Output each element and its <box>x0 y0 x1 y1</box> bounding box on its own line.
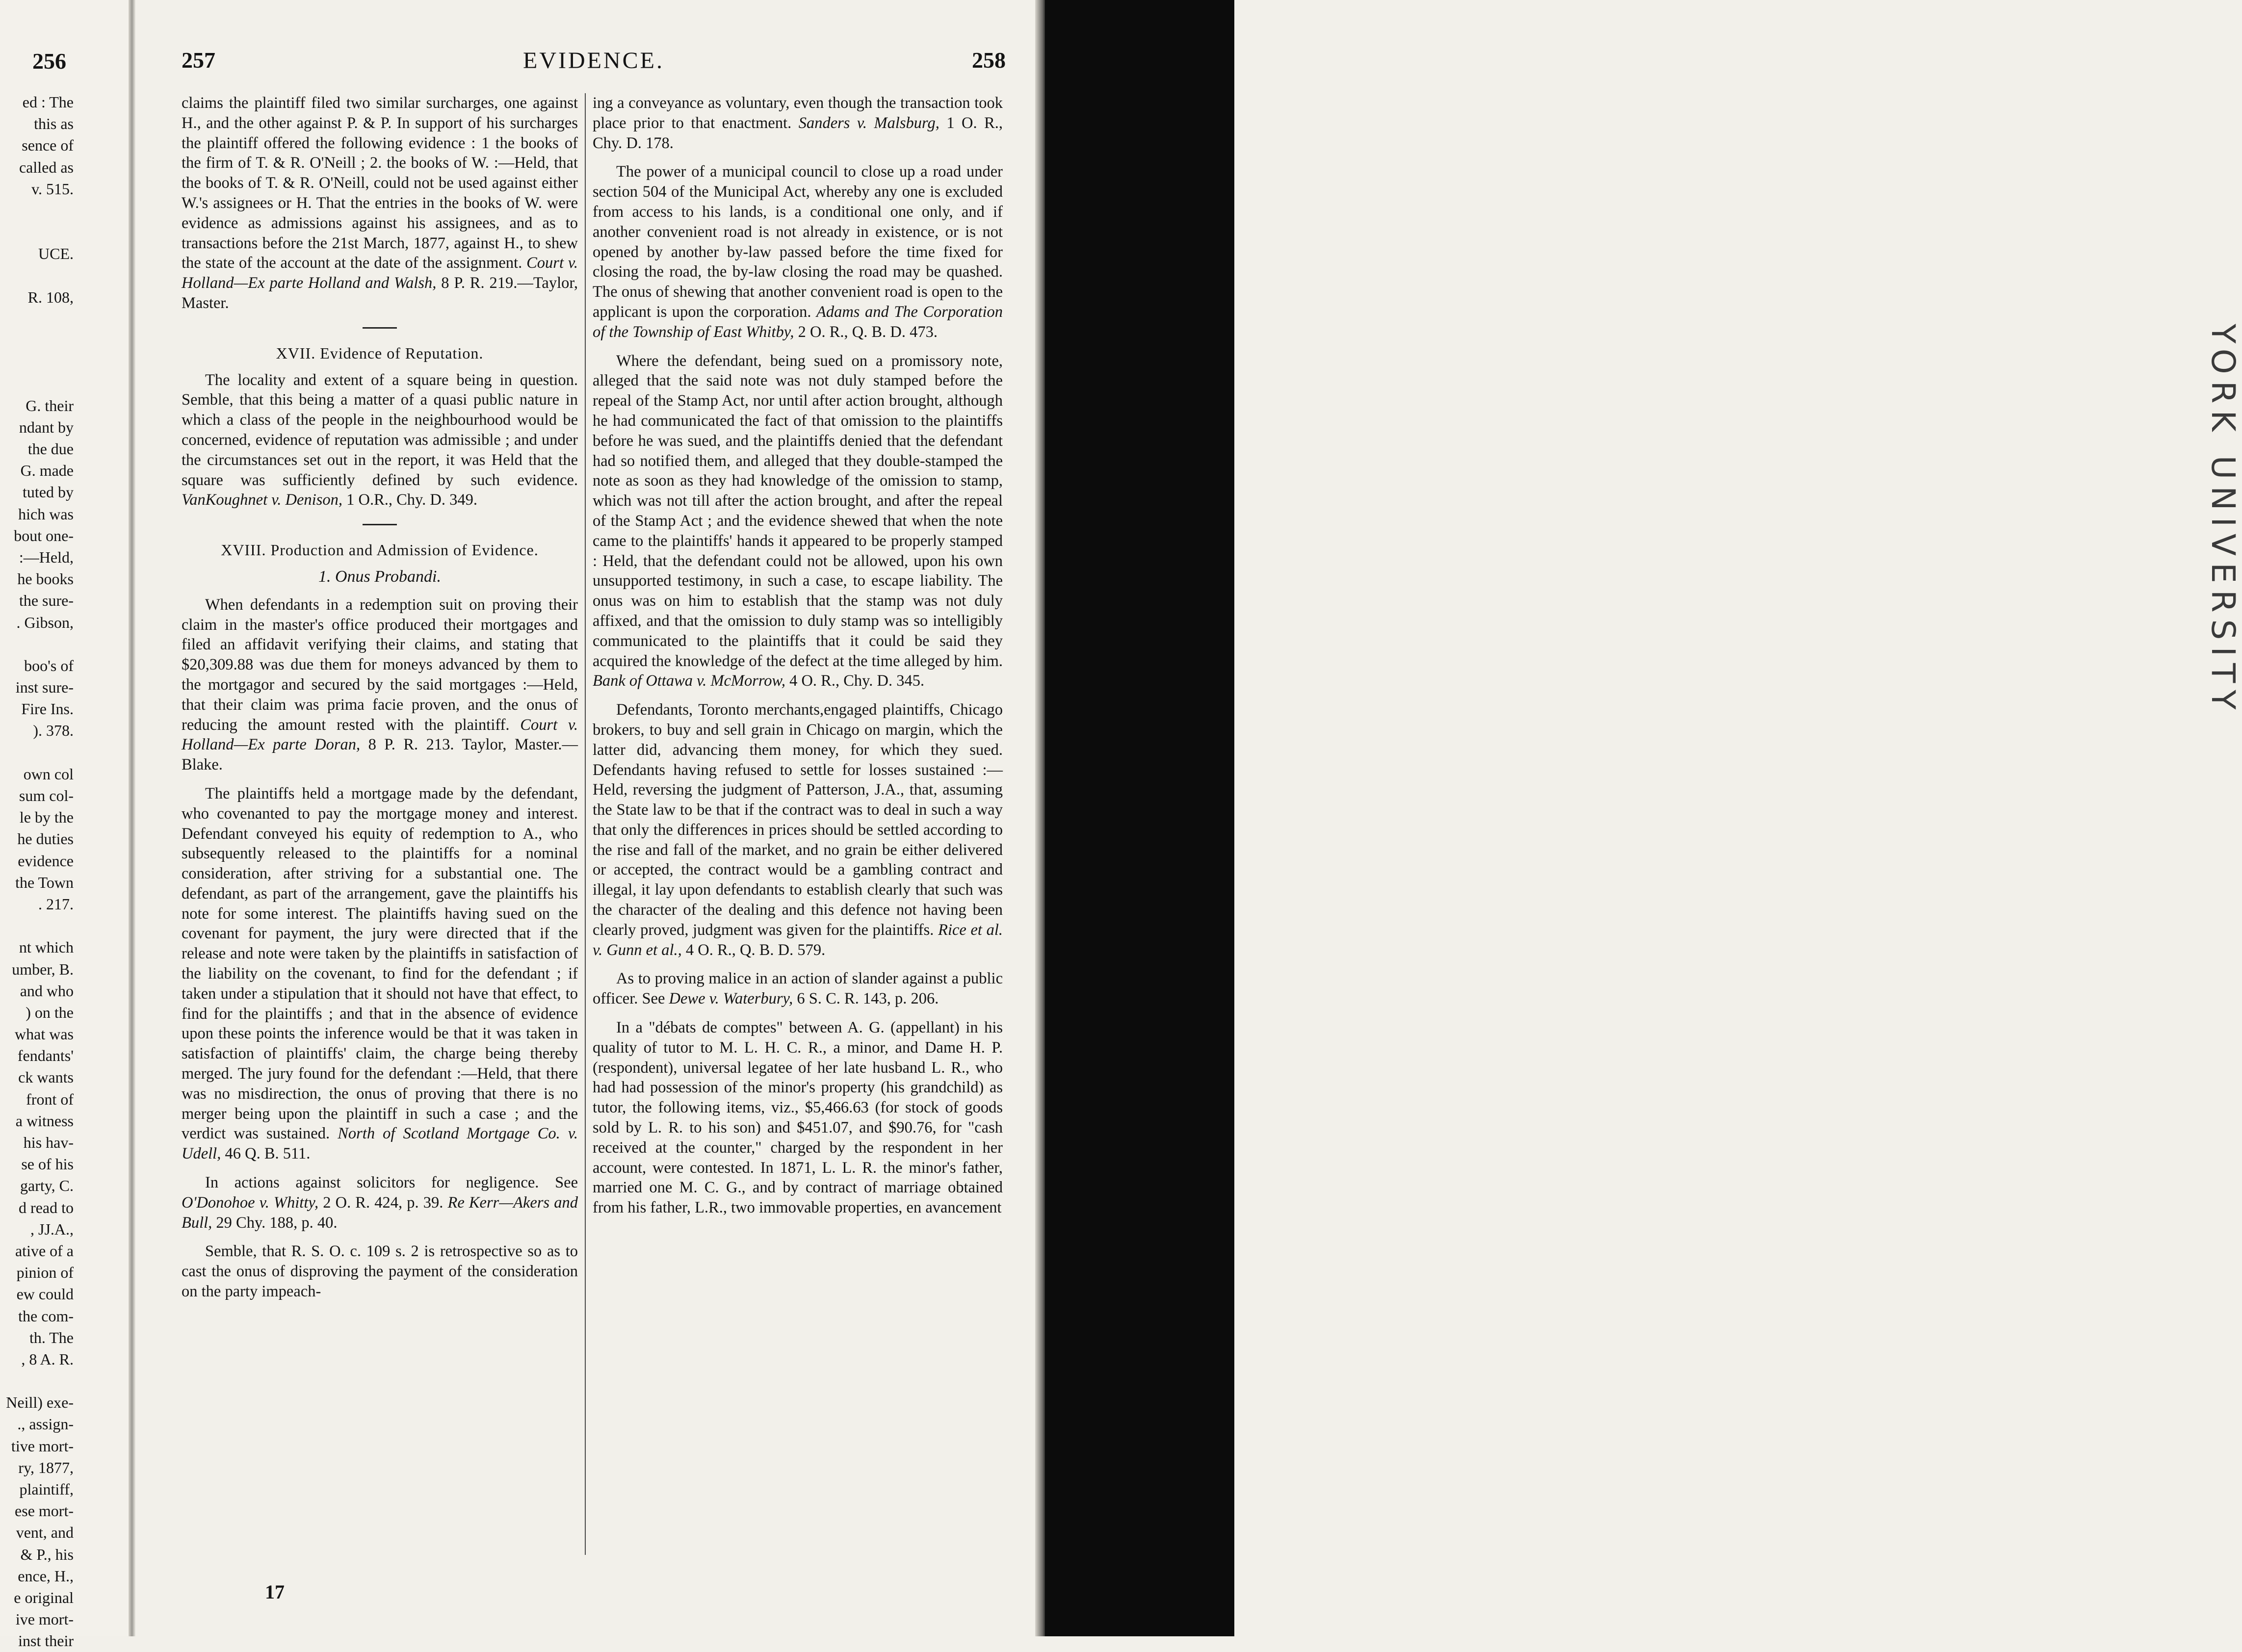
previous-page-fragment: ative of a <box>15 1241 74 1260</box>
previous-page-fragment: the Town <box>15 873 74 891</box>
paragraph: As to proving malice in an action of slander against a public officer. See Dewe v. Waterbury, 6 S. C. R. 143, p. 206. <box>593 970 1003 1008</box>
previous-page-fragment: evidence <box>18 852 74 870</box>
previous-page-fragment <box>0 351 74 373</box>
column-rule <box>585 93 586 1555</box>
previous-page-fragment: G. made <box>20 462 74 480</box>
previous-page-fragment: the sure- <box>19 592 74 610</box>
page-edge <box>1035 0 1046 1636</box>
section-heading: XVII. Evidence of Reputation. <box>276 344 484 362</box>
right-column <box>593 93 1003 1218</box>
previous-page-fragment <box>0 742 74 763</box>
previous-page-fragment: and who <box>20 981 74 1000</box>
previous-page-fragment: th. The <box>29 1328 74 1346</box>
previous-page-fragment <box>0 373 74 394</box>
left-page-number: 257 <box>182 48 215 73</box>
previous-page-fragment: pinion of <box>16 1264 74 1282</box>
previous-page-fragment: the due <box>27 440 74 458</box>
book-gutter <box>129 0 135 1636</box>
previous-page-fragment <box>0 265 74 286</box>
previous-page-fragment: what was <box>15 1025 74 1043</box>
previous-page-fragment: ) on the <box>26 1003 74 1021</box>
previous-page-fragment: umber, B. <box>12 960 74 978</box>
previous-page-fragment: v. 515. <box>31 180 74 198</box>
previous-page-fragment: fendants' <box>17 1047 74 1065</box>
previous-page-fragment: plaintiff, <box>19 1480 74 1498</box>
previous-page-fragment: inst sure- <box>15 678 74 697</box>
paragraph: Where the defendant, being sued on a promissory note, alleged that the said note was not duly stamped before the repeal of the Stamp Act, nor until after action brought, although he had communicated the fact of that omission to the plaintiffs before he was sued, and the plaintiffs denied that the defendant had so notified them, and alleged that they double-stamped the note as soon as they had knowledge of the omission to stamp, which was not till after the action brought, and after the repeal of the Stamp Act ; and the evidence shewed that when the note came to the plaintiffs' hands it appeared to be properly stamped : Held, that the defendant could not be allowed, upon his own unsupported testimony, in such a case, to escape liability. The onus was on him to establish that the stamp was not duly affixed, and that the omission to duly stamp was so intelligibly communicated to the plaintiffs that it could be said they acquired the knowledge of the defect at the time alleged by him. Bank of Ottawa v. McMorrow, 4 O. R., Chy. D. 345. <box>593 352 1003 690</box>
previous-page-number: 256 <box>32 49 66 74</box>
previous-page-fragment: , JJ.A., <box>30 1220 74 1238</box>
previous-page-fragment: nt which <box>19 938 74 956</box>
right-page-number: 258 <box>972 48 1006 73</box>
previous-page-fragment: tuted by <box>23 483 74 501</box>
section-heading: XVIII. Production and Admission of Evidence. <box>221 541 539 559</box>
previous-page-fragment <box>0 200 74 221</box>
previous-page-fragment: ese mort- <box>15 1502 74 1520</box>
previous-page-fragment: le by the <box>19 808 74 826</box>
section-separator <box>363 327 397 329</box>
previous-page-fragment <box>0 1370 74 1392</box>
previous-page-fragment: R. 108, <box>27 288 74 306</box>
previous-page-fragment: boo's of <box>24 656 74 674</box>
previous-page-fragment: inst their <box>18 1632 74 1650</box>
paragraph: In actions against solicitors for negligence. See O'Donohoe v. Whitty, 2 O. R. 424, p. 39. Re Kerr—Akers and Bull, 29 Chy. 188, p. 40. <box>182 1174 578 1232</box>
previous-page-fragment: own col <box>23 765 74 783</box>
previous-page-fragment: ., assign- <box>17 1415 74 1433</box>
page-header <box>177 47 1011 77</box>
previous-page-fragment: called as <box>19 158 74 176</box>
previous-page-fragment <box>0 221 74 243</box>
previous-page-fragment: his hav- <box>23 1134 74 1151</box>
spine-label: YORK UNIVERSITY <box>2204 324 2242 717</box>
paragraph: Semble, that R. S. O. c. 109 s. 2 is retrospective so as to cast the onus of disproving the payment of the consideration on the party impeach- <box>182 1242 578 1301</box>
previous-page-fragment: bout one- <box>14 526 74 544</box>
previous-page-fragment: ry, 1877, <box>18 1458 74 1476</box>
paragraph: The locality and extent of a square being in question. Semble, that this being a matter of a quasi public nature in which a class of the people in the neighbourhood would be concerned, evidence of reputation was admissible ; and under the circumstances set out in the report, it was Held that the square was sufficiently defined by such evidence. VanKoughnet v. Denison, 1 O.R., Chy. D. 349. <box>182 371 578 509</box>
previous-page-margin <box>0 0 132 1650</box>
previous-page-fragment: UCE. <box>38 245 74 263</box>
previous-page-fragment: ew could <box>16 1285 74 1303</box>
previous-page-fragment: se of his <box>21 1155 74 1173</box>
previous-page-fragment: garty, C. <box>20 1177 74 1195</box>
previous-page-fragment: vent, and <box>16 1523 74 1542</box>
previous-page-fragment: he books <box>17 570 74 588</box>
scanner-background <box>1045 0 2242 1636</box>
left-column <box>182 93 578 1302</box>
previous-page-fragment: Neill) exe- <box>6 1394 74 1412</box>
previous-page-fragment: e original <box>14 1588 74 1606</box>
previous-page-fragment <box>0 330 74 351</box>
previous-page-fragments <box>0 91 74 1652</box>
previous-page-fragment: d read to <box>19 1198 74 1216</box>
subsection-heading: 1. Onus Probandi. <box>318 567 441 586</box>
previous-page-fragment: . Gibson, <box>16 613 74 631</box>
previous-page-fragment <box>0 308 74 330</box>
previous-page-fragment: sence of <box>22 136 74 155</box>
previous-page-fragment <box>0 915 74 936</box>
previous-page-fragment: G. their <box>26 396 74 414</box>
previous-page-fragment: ence, H., <box>18 1567 74 1585</box>
previous-page-fragment: ndant by <box>19 418 74 436</box>
paragraph: The power of a municipal council to close up a road under section 504 of the Municipal Act, whereby any one is excluded from access to his lands, is a conditional one only, and if another convenient road is not already in existence, or is not opened by another by-law passed before the time fixed for closing the road, the by-law closing the road may be quashed. The onus of shewing that another convenient road is open to the applicant is upon the corporation. Adams and The Corporation of the Township of East Whitby, 2 O. R., Q. B. D. 473. <box>593 163 1003 341</box>
previous-page-fragment: ). 378. <box>33 722 74 740</box>
section-separator <box>363 524 397 525</box>
previous-page-fragment: he duties <box>17 830 74 848</box>
paragraph: claims the plaintiff filed two similar surcharges, one against H., and the other against P. & P. In support of his surcharges the plaintiff offered the following evidence : 1 the books of the firm of T. & R. O'Neill ; 2. the books of W. :—Held, that the books of T. & R. O'Neill, could not be used against either W.'s assignees or H. That the entries in the books of W. were evidence as admissions against his assignees, and as to transactions before the 21st March, 1877, against H., to shew the state of the account at the date of the assignment. Court v. Holland—Ex parte Holland and Walsh, 8 P. R. 219.—Taylor, Master. <box>182 94 578 312</box>
previous-page-fragment: . 217. <box>38 895 74 913</box>
paragraph: In a "débats de comptes" between A. G. (appellant) in his quality of tutor to M. L. H. C. R., a minor, and Dame H. P. (respondent), universal legatee of her late husband L. R., who had had possession of the minor's property (his grandchild) as tutor, the following items, viz., $5,466.63 (for stock of goods sold by L. R. to his son) and $451.07, and $90.76, for "cash received at the counter," charged by the respondent in her account, were contested. In 1871, L. L. R. the minor's father, married one M. C. G., and by contract of marriage obtained from his father, L.R., two immovable properties, en avancement <box>593 1019 1003 1217</box>
previous-page-fragment: ive mort- <box>15 1610 74 1628</box>
paragraph: ing a conveyance as voluntary, even though the transaction took place prior to that enactment. Sanders v. Malsburg, 1 O. R., Chy. D. 178. <box>593 94 1003 152</box>
previous-page-fragment <box>0 633 74 655</box>
signature-mark: 17 <box>265 1581 285 1603</box>
previous-page-fragment: the com- <box>18 1307 74 1325</box>
previous-page-fragment: a witness <box>15 1111 74 1130</box>
previous-page-fragment: this as <box>34 115 74 133</box>
previous-page-fragment: tive mort- <box>11 1437 74 1455</box>
previous-page-fragment: Fire Ins. <box>21 700 74 718</box>
running-title: EVIDENCE. <box>523 48 664 74</box>
paragraph: The plaintiffs held a mortgage made by the defendant, who covenanted to pay the mortgage money and interest. Defendant conveyed his equity of redemption to A., who subsequently released to the plaintiffs for a nominal consideration, after striving for a substantial one. The defendant, as part of the arrangement, gave the plaintiffs his note for some interest. The plaintiffs having sued on the covenant for payment, the jury were directed that if the release and note were taken by the plaintiffs in satisfaction of the liability on the covenant, to find for the defendant ; if taken under a stipulation that it should not have that effect, to find for the plaintiffs ; and that in the absence of evidence upon these points the inference would be that it was taken in satisfaction of plaintiffs' claim, the charge being thereby merged. The jury found for the defendant :—Held, that there was no misdirection, the onus of proving that there is no merger being upon the plaintiff in such a case ; and the verdict was sustained. North of Scotland Mortgage Co. v. Udell, 46 Q. B. 511. <box>182 784 578 1163</box>
previous-page-fragment: ed : The <box>22 93 74 111</box>
previous-page-fragment: & P., his <box>20 1545 74 1563</box>
paragraph: When defendants in a redemption suit on proving their claim in the master's office produced their mortgages and filed an affidavit verifying their claims, and stating that $20,309.88 was due them for moneys advanced by them to the mortgagor and secured by the said mortgages :—Held, that their claim was prima facie proven, and the onus of reducing the amount rested with the plaintiff. Court v. Holland—Ex parte Doran, 8 P. R. 213. Taylor, Master.—Blake. <box>182 595 578 774</box>
previous-page-fragment: :—Held, <box>19 548 74 566</box>
previous-page-fragment: hich was <box>18 505 74 523</box>
paragraph: Defendants, Toronto merchants,engaged plaintiffs, Chicago brokers, to buy and sell grain in Chicago on margin, which the latter did, advancing them money, for which they sued. Defendants having refused to settle for losses sustained :—Held, reversing the judgment of Patterson, J.A., that, assuming the State law to be that if the contract was to deal in such a way that only the differences in prices should be settled according to the rise and fall of the market, and no grain be either delivered or accepted, the contract would be a gambling contract and illegal, it lay upon defendants to establish clearly that such was the character of the dealing and this defence not having been clearly proved, judgment was given for the plaintiffs. Rice et al. v. Gunn et al., 4 O. R., Q. B. D. 579. <box>593 701 1003 959</box>
previous-page-fragment: ck wants <box>18 1068 74 1086</box>
previous-page-fragment: sum col- <box>19 787 74 804</box>
previous-page-fragment: front of <box>26 1090 74 1108</box>
previous-page-fragment: , 8 A. R. <box>21 1350 74 1368</box>
